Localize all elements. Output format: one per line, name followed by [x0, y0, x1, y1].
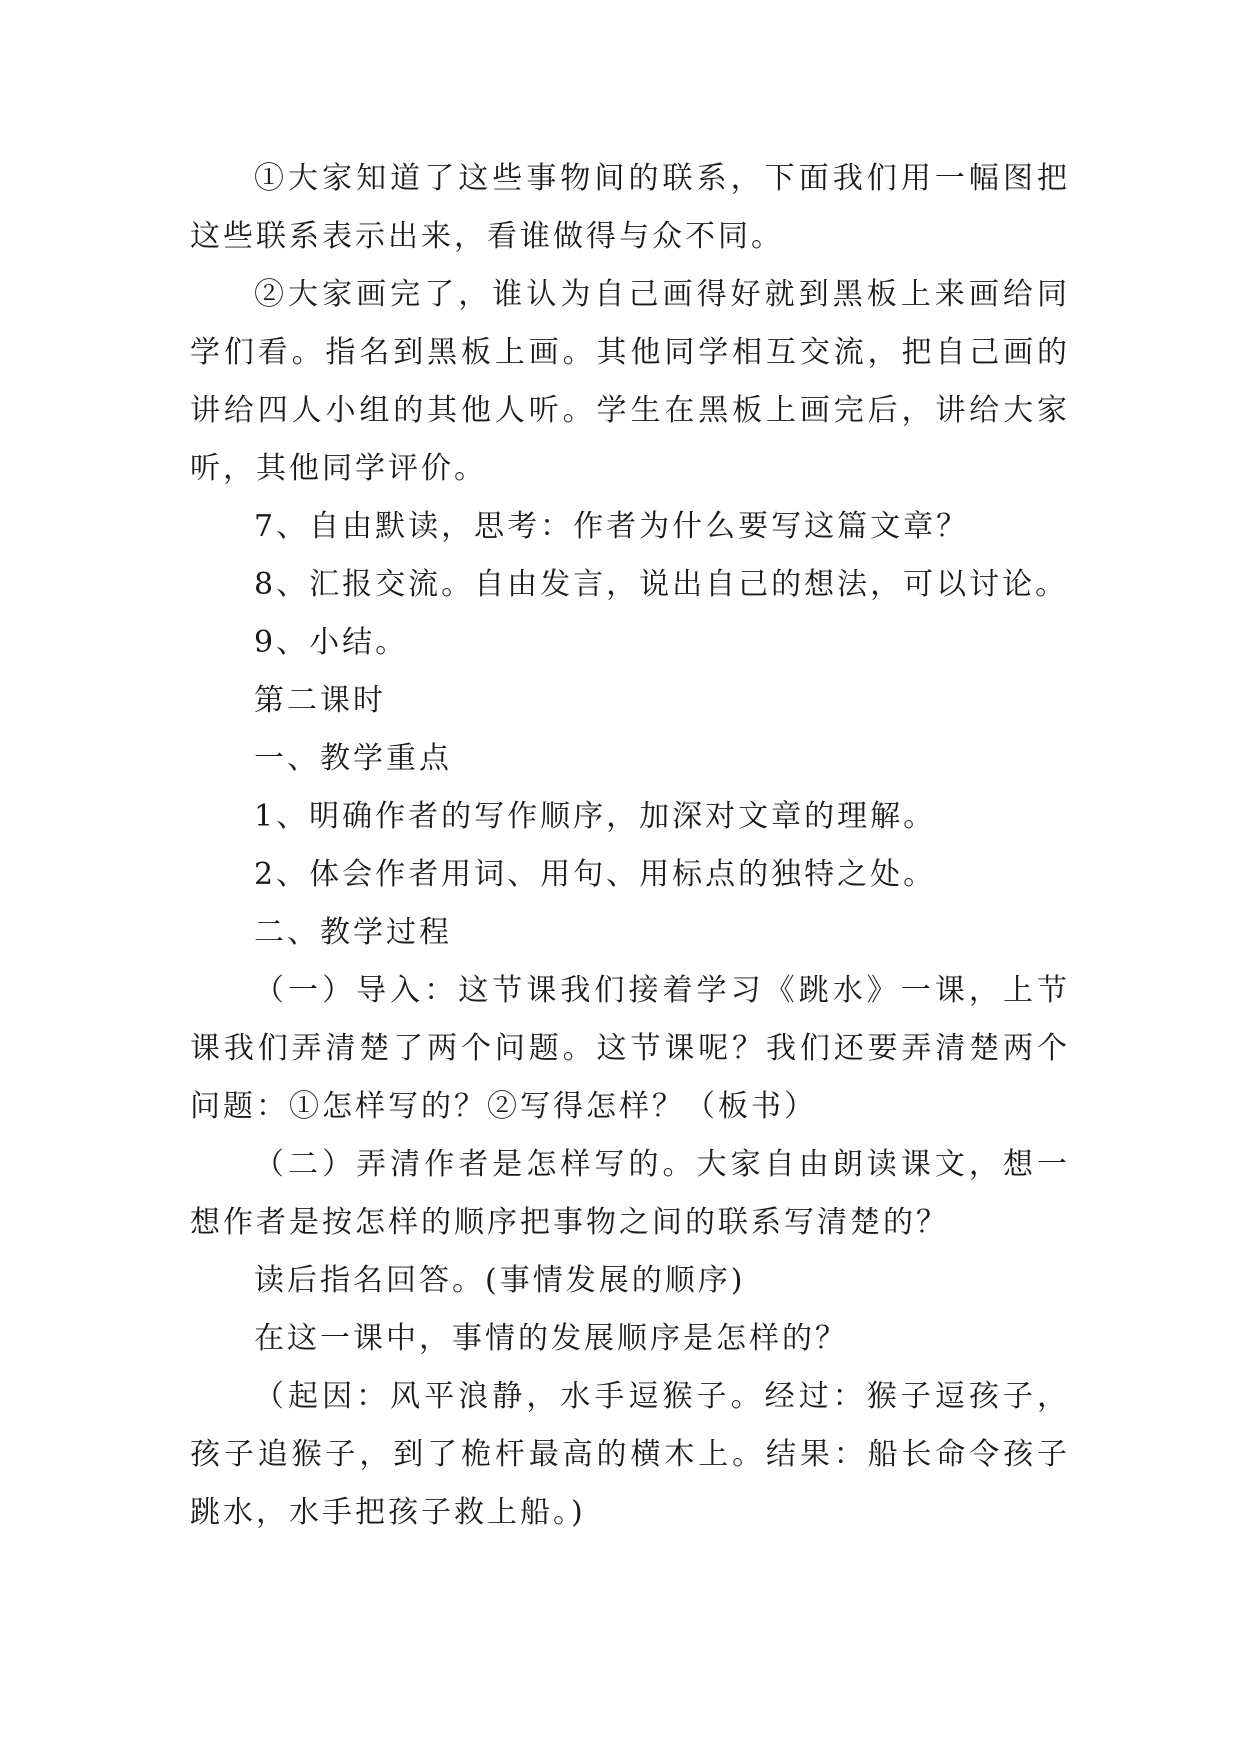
paragraph-story-sequence: （起因：风平浪静，水手逗猴子。经过：猴子逗孩子，孩子追猴子，到了桅杆最高的横木上。结果：船长命令孩子跳水，水手把孩子救上船。) — [190, 1379, 1070, 1530]
paragraph-focus-2: 2、体会作者用词、用句、用标点的独特之处。 — [254, 857, 937, 892]
paragraph-answer: 读后指名回答。(事情发展的顺序) — [254, 1263, 746, 1298]
section-heading-teaching-focus: 一、教学重点 — [254, 741, 452, 776]
paragraph-introduction: （一）导入：这节课我们接着学习《跳水》一课，上节课我们弄清楚了两个问题。这节课呢？我们还要弄清楚两个问题：①怎样写的？②写得怎样？（板书） — [190, 973, 1070, 1124]
paragraph-question: 在这一课中，事情的发展顺序是怎样的？ — [254, 1321, 848, 1356]
paragraph-focus-1: 1、明确作者的写作顺序，加深对文章的理解。 — [254, 799, 937, 834]
paragraph-blackboard-drawing: ②大家画完了，谁认为自己画得好就到黑板上来画给同学们看。指名到黑板上画。其他同学相互交流，把自己画的讲给四人小组的其他人听。学生在黑板上画完后，讲给大家听，其他同学评价。 — [190, 277, 1070, 486]
document-body — [190, 150, 1070, 1542]
paragraph-step-7: 7、自由默读，思考：作者为什么要写这篇文章？ — [254, 509, 970, 544]
paragraph-step-9: 9、小结。 — [254, 625, 409, 660]
paragraph-connections-diagram: ①大家知道了这些事物间的联系，下面我们用一幅图把这些联系表示出来，看谁做得与众不同。 — [190, 161, 1070, 254]
paragraph-step-8: 8、汇报交流。自由发言，说出自己的想法，可以讨论。 — [254, 567, 1069, 602]
section-heading-second-lesson: 第二课时 — [254, 683, 386, 718]
section-heading-teaching-process: 二、教学过程 — [254, 915, 452, 950]
paragraph-writing-order: （二）弄清作者是怎样写的。大家自由朗读课文，想一想作者是按怎样的顺序把事物之间的联系写清楚的？ — [190, 1147, 1070, 1240]
